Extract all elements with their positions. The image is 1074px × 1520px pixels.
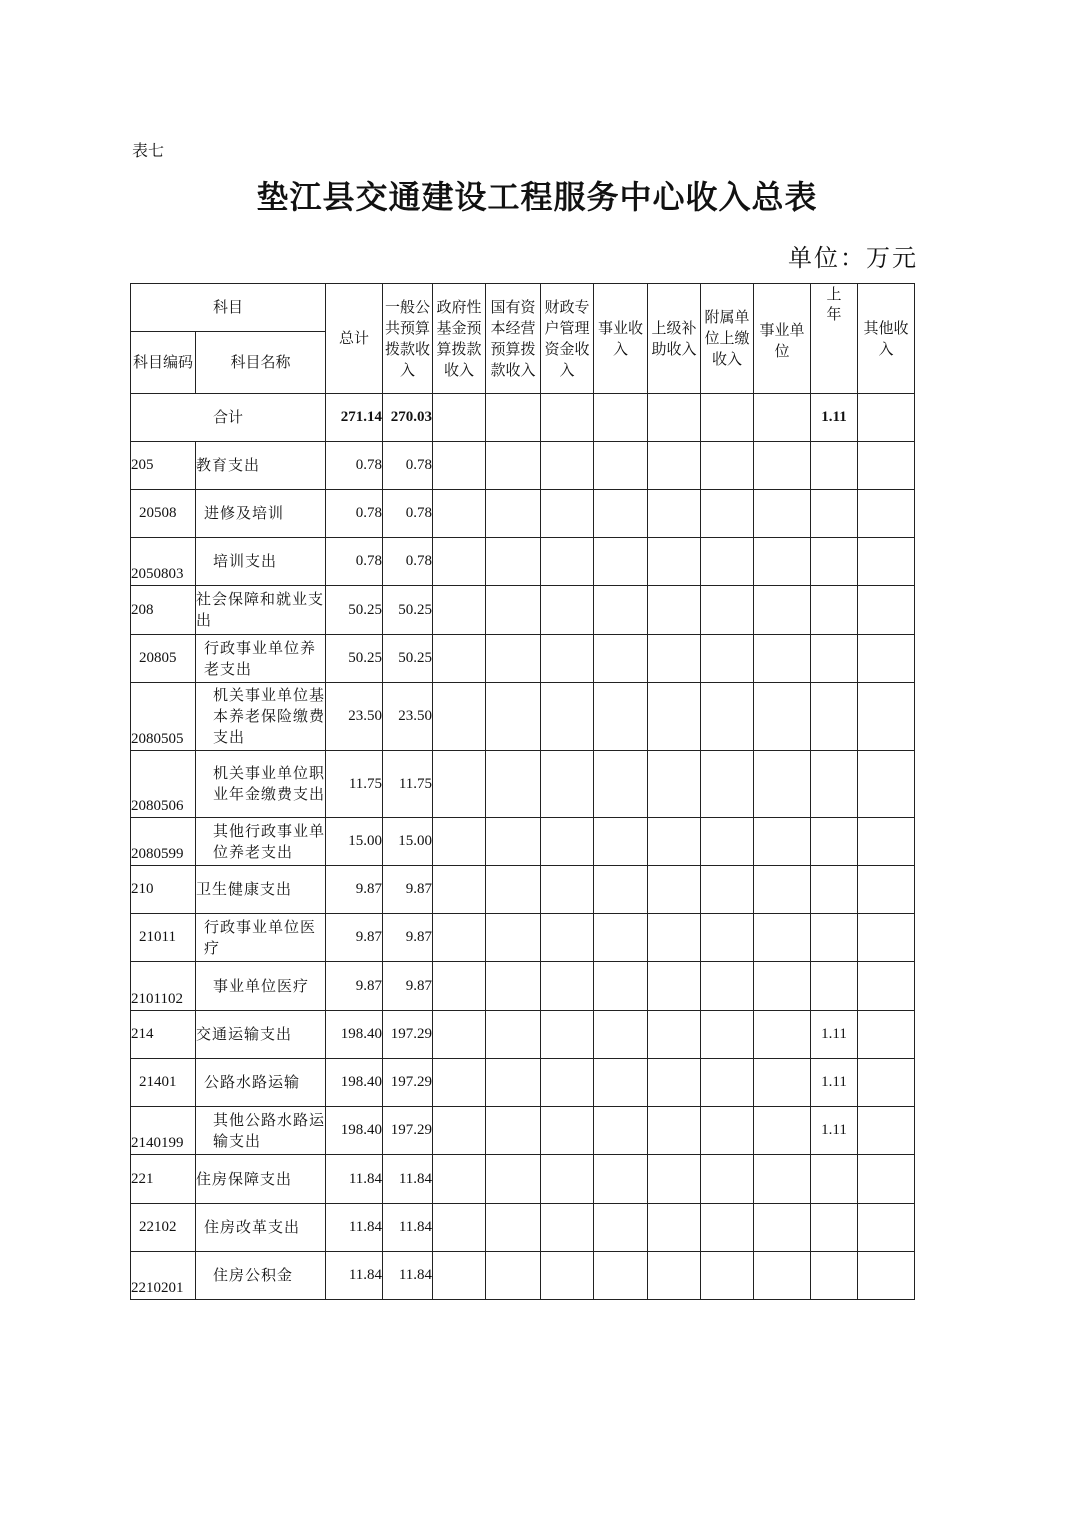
empty-cell [486,442,541,490]
empty-cell [858,1204,915,1252]
empty-cell [433,866,486,914]
empty-cell [648,1011,701,1059]
empty-cell [701,1107,754,1155]
empty-cell [754,1011,811,1059]
header-total: 总计 [326,284,383,394]
total-value: 0.78 [326,442,383,490]
subject-name: 住房改革支出 [196,1204,326,1252]
empty-cell [858,683,915,751]
total-value: 198.40 [326,1011,383,1059]
empty-cell [648,490,701,538]
last-year-value [811,586,858,635]
empty-cell [701,538,754,586]
empty-cell [858,818,915,866]
empty-cell [594,538,648,586]
empty-cell [858,914,915,962]
empty-cell [541,635,594,683]
empty-cell [754,683,811,751]
general-budget-value: 0.78 [383,538,433,586]
empty-cell [754,818,811,866]
empty-cell [433,914,486,962]
subject-code: 2210201 [131,1252,196,1300]
table-row [131,1107,915,1155]
empty-cell [701,914,754,962]
page-title: 垫江县交通建设工程服务中心收入总表 [256,178,818,216]
empty-cell [594,1155,648,1204]
subject-name: 住房公积金 [196,1252,326,1300]
table-label: 表七 [132,141,165,160]
empty-cell [486,1059,541,1107]
empty-cell [648,962,701,1011]
general-budget-value: 50.25 [383,635,433,683]
empty-cell [701,1011,754,1059]
empty-cell [754,442,811,490]
header-gov-fund: 政府性基金预算拨款收入 [433,284,486,394]
table-row [131,1155,915,1204]
empty-cell [754,1107,811,1155]
empty-cell [648,914,701,962]
empty-cell [541,751,594,818]
empty-cell [648,1155,701,1204]
empty-cell [648,586,701,635]
table-row [131,751,915,818]
empty-cell [433,635,486,683]
general-budget-value: 50.25 [383,586,433,635]
empty-cell [541,914,594,962]
last-year-value [811,1155,858,1204]
empty-cell [858,586,915,635]
empty-cell [594,586,648,635]
empty-cell [754,1204,811,1252]
empty-cell [754,538,811,586]
empty-cell [701,818,754,866]
general-budget-value: 23.50 [383,683,433,751]
general-budget-value: 197.29 [383,1059,433,1107]
summary-row [131,394,915,442]
last-year-value [811,1252,858,1300]
empty-cell [486,683,541,751]
subject-name: 社会保障和就业支出 [196,586,326,635]
empty-cell [433,1252,486,1300]
total-value: 0.78 [326,538,383,586]
empty-cell [486,635,541,683]
unit-label: 单位：万元 [788,244,918,272]
table-row [131,962,915,1011]
subject-code: 208 [131,586,196,635]
empty-cell [433,1059,486,1107]
empty-cell [433,818,486,866]
empty-cell [754,751,811,818]
empty-cell [433,586,486,635]
empty-cell [594,914,648,962]
empty-cell [541,1155,594,1204]
empty-cell [541,1252,594,1300]
subject-name: 住房保障支出 [196,1155,326,1204]
empty-cell [754,1155,811,1204]
empty-cell [594,635,648,683]
total-value: 9.87 [326,914,383,962]
empty-cell [433,962,486,1011]
empty-cell [754,914,811,962]
empty-cell [594,818,648,866]
last-year-value [811,635,858,683]
empty-cell [541,818,594,866]
empty-cell [754,490,811,538]
last-year-value: 1.11 [811,1107,858,1155]
empty-cell [594,1107,648,1155]
empty-cell [486,818,541,866]
summary-last-year: 1.11 [811,394,858,442]
empty-cell [541,538,594,586]
empty-cell [648,818,701,866]
subject-name: 行政事业单位医疗 [196,914,326,962]
empty-cell [486,1252,541,1300]
subject-name: 公路水路运输 [196,1059,326,1107]
subject-code: 20805 [131,635,196,683]
empty-cell [648,538,701,586]
table-row [131,490,915,538]
subject-code: 2101102 [131,962,196,1011]
empty-cell [541,442,594,490]
header-other-income: 其他收入 [858,284,915,394]
subject-code: 2080599 [131,818,196,866]
empty-cell [486,866,541,914]
general-budget-value: 11.84 [383,1204,433,1252]
header-subject: 科目 [131,284,326,332]
header-subject-code: 科目编码 [131,332,196,394]
empty-cell [648,442,701,490]
subject-name: 其他行政事业单位养老支出 [196,818,326,866]
total-value: 11.84 [326,1204,383,1252]
empty-cell [433,538,486,586]
subject-name: 机关事业单位职业年金缴费支出 [196,751,326,818]
table-row [131,1252,915,1300]
empty-cell [701,1252,754,1300]
table-row [131,914,915,962]
empty-cell [594,751,648,818]
empty-cell [701,962,754,1011]
subject-code: 2050803 [131,538,196,586]
table-row [131,818,915,866]
empty-cell [433,1011,486,1059]
last-year-value [811,538,858,586]
subject-name: 进修及培训 [196,490,326,538]
empty-cell [648,751,701,818]
general-budget-value: 9.87 [383,866,433,914]
table-row [131,866,915,914]
last-year-value [811,490,858,538]
empty-cell [594,1059,648,1107]
total-value: 198.40 [326,1107,383,1155]
general-budget-value: 9.87 [383,914,433,962]
subject-code: 21401 [131,1059,196,1107]
summary-total: 271.14 [326,394,383,442]
total-value: 23.50 [326,683,383,751]
empty-cell [701,751,754,818]
general-budget-value: 11.84 [383,1155,433,1204]
empty-cell [648,1059,701,1107]
total-value: 50.25 [326,635,383,683]
general-budget-value: 11.75 [383,751,433,818]
empty-cell [701,635,754,683]
empty-cell [486,1204,541,1252]
header-state-capital: 国有资本经营预算拨款收入 [486,284,541,394]
empty-cell [754,1252,811,1300]
empty-cell [594,683,648,751]
empty-cell [858,751,915,818]
empty-cell [701,1059,754,1107]
empty-cell [701,866,754,914]
empty-cell [701,1204,754,1252]
empty-cell [648,1252,701,1300]
empty-cell [433,1107,486,1155]
empty-cell [433,751,486,818]
total-value: 9.87 [326,866,383,914]
subject-code: 2080505 [131,683,196,751]
total-value: 15.00 [326,818,383,866]
empty-cell [433,1155,486,1204]
empty-cell [858,490,915,538]
empty-cell [858,1107,915,1155]
empty-cell [701,442,754,490]
header-last-year: 上年 [811,284,858,394]
general-budget-value: 197.29 [383,1107,433,1155]
empty-cell [754,962,811,1011]
total-value: 0.78 [326,490,383,538]
empty-cell [486,962,541,1011]
empty-cell [433,442,486,490]
empty-cell [648,1107,701,1155]
general-budget-value: 15.00 [383,818,433,866]
subject-name: 卫生健康支出 [196,866,326,914]
subject-code: 2080506 [131,751,196,818]
empty-cell [541,1107,594,1155]
empty-cell [433,490,486,538]
empty-cell [858,1155,915,1204]
subject-code: 2140199 [131,1107,196,1155]
empty-cell [701,490,754,538]
subject-code: 20508 [131,490,196,538]
empty-cell [433,1204,486,1252]
empty-cell [858,538,915,586]
empty-cell [858,962,915,1011]
subject-name: 教育支出 [196,442,326,490]
last-year-value [811,1204,858,1252]
subject-code: 205 [131,442,196,490]
subject-name: 培训支出 [196,538,326,586]
empty-cell [701,683,754,751]
subject-code: 214 [131,1011,196,1059]
subject-name: 事业单位医疗 [196,962,326,1011]
empty-cell [541,586,594,635]
empty-cell [858,635,915,683]
header-general-budget: 一般公共预算拨款收入 [383,284,433,394]
table-row [131,683,915,751]
empty-cell [701,586,754,635]
empty-cell [433,683,486,751]
empty-cell [648,866,701,914]
empty-cell [486,490,541,538]
general-budget-value: 0.78 [383,442,433,490]
general-budget-value: 9.87 [383,962,433,1011]
empty-cell [754,586,811,635]
empty-cell [541,866,594,914]
empty-cell [486,1011,541,1059]
last-year-value [811,818,858,866]
total-value: 198.40 [326,1059,383,1107]
table-row [131,586,915,635]
empty-cell [541,1059,594,1107]
table-row [131,442,915,490]
empty-cell [541,1204,594,1252]
last-year-value: 1.11 [811,1059,858,1107]
empty-cell [648,635,701,683]
last-year-value [811,683,858,751]
subject-code: 22102 [131,1204,196,1252]
empty-cell [754,866,811,914]
header-business-income: 事业收入 [594,284,648,394]
empty-cell [594,1252,648,1300]
header-affiliated-payment: 附属单位上缴收入 [701,284,754,394]
empty-cell [541,1011,594,1059]
empty-cell [858,1011,915,1059]
subject-code: 210 [131,866,196,914]
income-table [130,283,915,1300]
empty-cell [594,490,648,538]
header-row-1 [131,284,915,332]
last-year-value [811,914,858,962]
table-row [131,1059,915,1107]
subject-name: 其他公路水路运输支出 [196,1107,326,1155]
table-row [131,1204,915,1252]
subject-code: 21011 [131,914,196,962]
last-year-value [811,962,858,1011]
empty-cell [858,442,915,490]
last-year-value [811,866,858,914]
empty-cell [486,1107,541,1155]
header-business-unit: 事业单位 [754,284,811,394]
empty-cell [594,1011,648,1059]
empty-cell [486,751,541,818]
empty-cell [594,962,648,1011]
table-row [131,635,915,683]
general-budget-value: 0.78 [383,490,433,538]
total-value: 11.75 [326,751,383,818]
last-year-value [811,442,858,490]
empty-cell [648,1204,701,1252]
subject-name: 行政事业单位养老支出 [196,635,326,683]
total-value: 9.87 [326,962,383,1011]
total-value: 50.25 [326,586,383,635]
empty-cell [541,683,594,751]
empty-cell [858,866,915,914]
header-superior-subsidy: 上级补助收入 [648,284,701,394]
total-value: 11.84 [326,1155,383,1204]
total-value: 11.84 [326,1252,383,1300]
header-subject-name: 科目名称 [196,332,326,394]
empty-cell [486,586,541,635]
empty-cell [858,1059,915,1107]
empty-cell [648,683,701,751]
empty-cell [858,1252,915,1300]
subject-code: 221 [131,1155,196,1204]
empty-cell [486,914,541,962]
empty-cell [541,962,594,1011]
table-row [131,538,915,586]
last-year-value [811,751,858,818]
empty-cell [754,635,811,683]
empty-cell [701,1155,754,1204]
header-fiscal-special: 财政专户管理资金收入 [541,284,594,394]
empty-cell [594,442,648,490]
general-budget-value: 197.29 [383,1011,433,1059]
table-row [131,1011,915,1059]
summary-general-budget: 270.03 [383,394,433,442]
empty-cell [541,490,594,538]
empty-cell [594,1204,648,1252]
summary-label: 合计 [131,394,326,442]
subject-name: 机关事业单位基本养老保险缴费支出 [196,683,326,751]
empty-cell [486,538,541,586]
general-budget-value: 11.84 [383,1252,433,1300]
empty-cell [486,1155,541,1204]
empty-cell [594,866,648,914]
last-year-value: 1.11 [811,1011,858,1059]
subject-name: 交通运输支出 [196,1011,326,1059]
empty-cell [754,1059,811,1107]
